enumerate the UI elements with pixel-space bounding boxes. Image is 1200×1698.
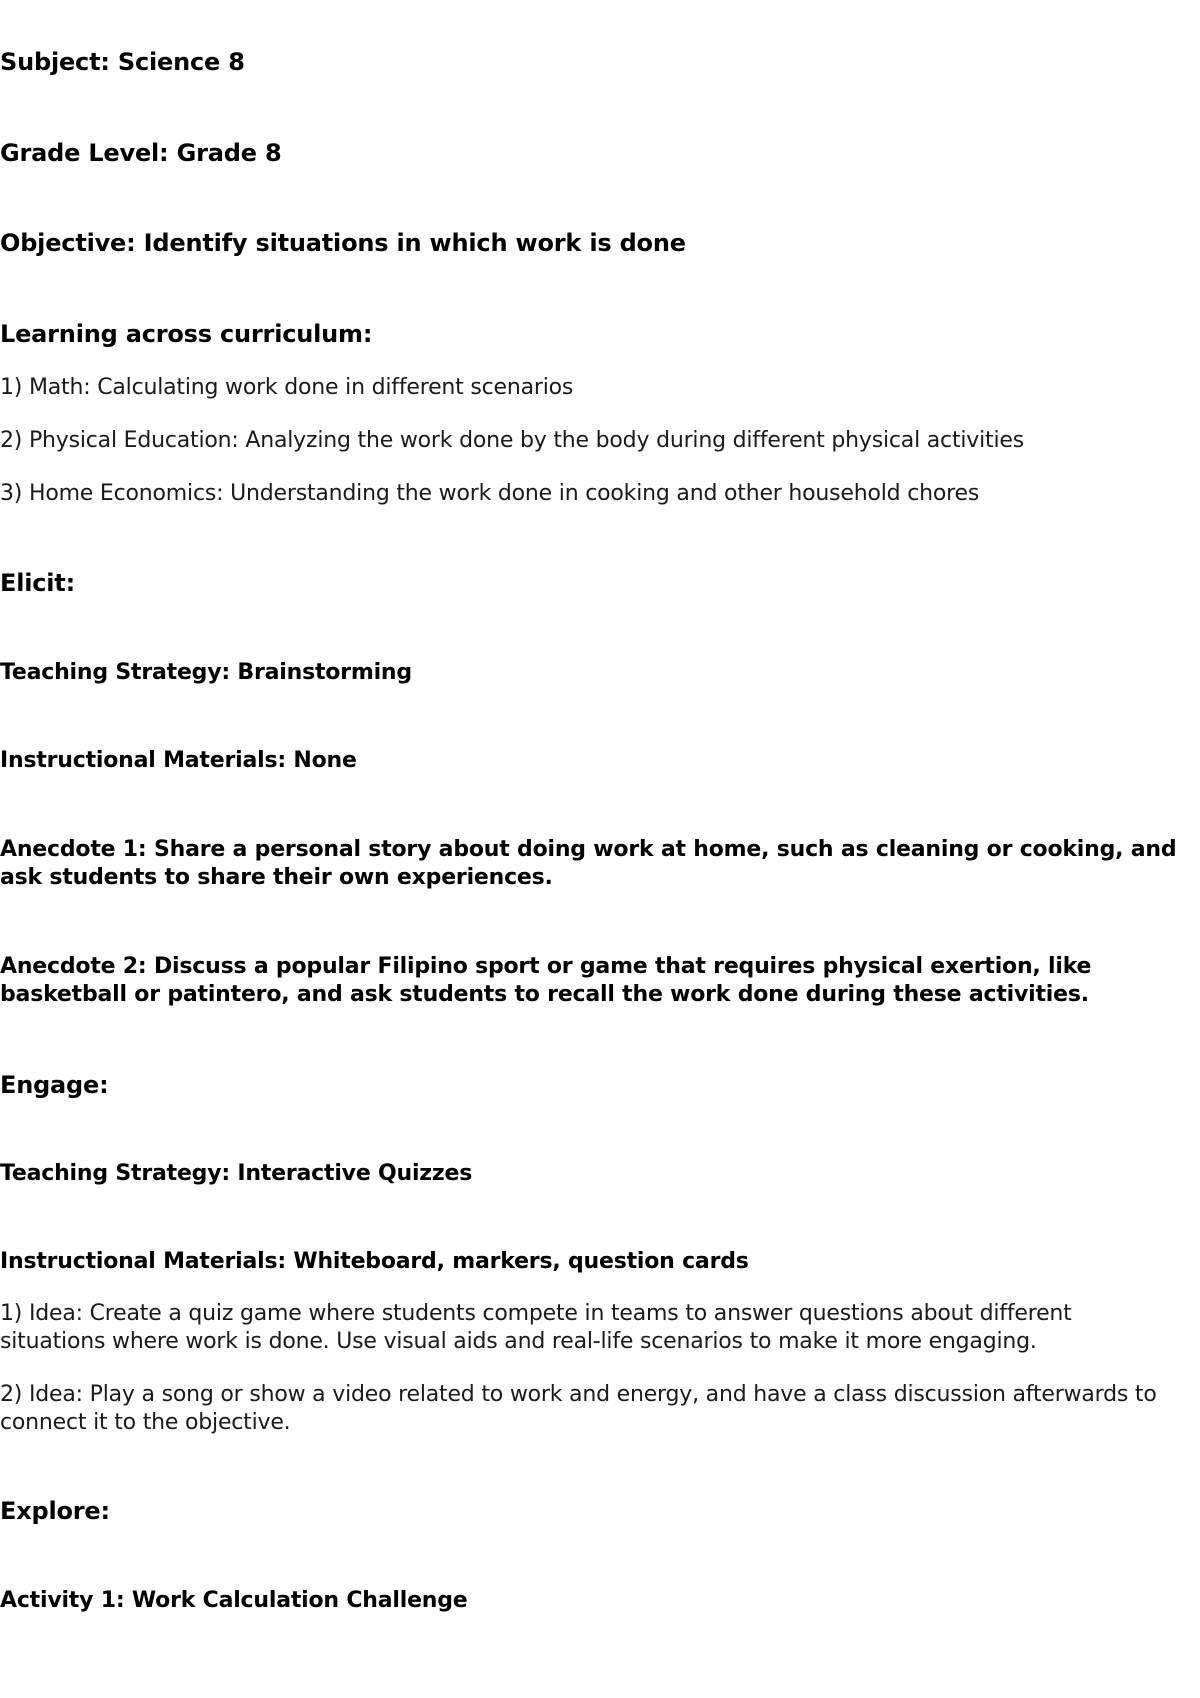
elicit-heading: Elicit:	[0, 569, 75, 597]
learning-across-curriculum-heading: Learning across curriculum:	[0, 320, 373, 348]
engage-instructional-materials: Instructional Materials: Whiteboard, markers, question cards	[0, 1249, 749, 1274]
engage-idea-2: 2) Idea: Play a song or show a video related to work and energy, and have a class discussion afterwards to connect it to the objective.	[0, 1382, 1157, 1435]
curriculum-item-home-economics: 3) Home Economics: Understanding the work done in cooking and other household chores	[0, 481, 980, 506]
curriculum-item-math: 1) Math: Calculating work done in different scenarios	[0, 375, 574, 400]
engage-idea-1: 1) Idea: Create a quiz game where students compete in teams to answer questions about different situations where work is done. Use visual aids and real-life scenarios to make it more engaging.	[0, 1301, 1072, 1354]
engage-teaching-strategy: Teaching Strategy: Interactive Quizzes	[0, 1161, 473, 1186]
subject-line: Subject: Science 8	[0, 48, 245, 76]
elicit-instructional-materials: Instructional Materials: None	[0, 748, 357, 773]
elicit-anecdote-2: Anecdote 2: Discuss a popular Filipino sport or game that requires physical exertion, like basketball or patintero, and ask students to recall the work done during these activities.	[0, 954, 1092, 1007]
objective-line: Objective: Identify situations in which work is done	[0, 229, 686, 257]
elicit-anecdote-1: Anecdote 1: Share a personal story about doing work at home, such as cleaning or cooking, and ask students to share their own experiences.	[0, 837, 1177, 890]
grade-level-line: Grade Level: Grade 8	[0, 139, 282, 167]
explore-heading: Explore:	[0, 1497, 110, 1525]
elicit-teaching-strategy: Teaching Strategy: Brainstorming	[0, 660, 412, 685]
curriculum-item-physical-education: 2) Physical Education: Analyzing the work done by the body during different physical activities	[0, 428, 1024, 453]
explore-activity-1: Activity 1: Work Calculation Challenge	[0, 1588, 468, 1613]
engage-heading: Engage:	[0, 1071, 109, 1099]
